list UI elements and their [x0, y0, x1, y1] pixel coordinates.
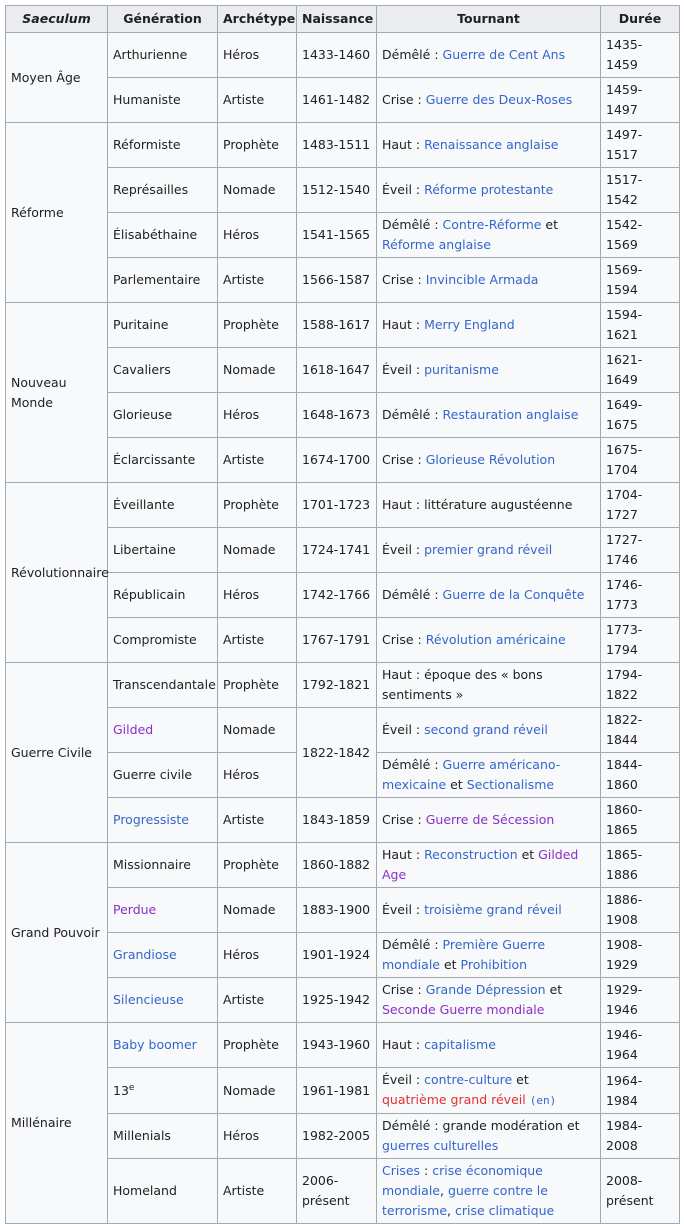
- table-row: [6, 618, 680, 663]
- archetype-cell: Artiste: [218, 258, 297, 303]
- duration-cell: 1497-1517: [601, 123, 680, 168]
- duration-cell: 1727-1746: [601, 528, 680, 573]
- generation-cell: Éclarcissante: [108, 438, 218, 483]
- duration-cell: 1746-1773: [601, 573, 680, 618]
- archetype-cell: Nomade: [218, 168, 297, 213]
- link-contre-reforme[interactable]: Contre-Réforme: [442, 217, 542, 232]
- archetype-cell: Prophète: [218, 123, 297, 168]
- generation-cell: Cavaliers: [108, 348, 218, 393]
- link-crise-climatique[interactable]: crise climatique: [454, 1203, 555, 1218]
- duration-cell: 1621-1649: [601, 348, 680, 393]
- duration-cell: 1964-1984: [601, 1068, 680, 1114]
- turning-cell: Éveil : premier grand réveil: [377, 528, 601, 573]
- generation-cell: Arthurienne: [108, 33, 218, 78]
- archetype-cell: Nomade: [218, 528, 297, 573]
- archetype-cell: Nomade: [218, 888, 297, 933]
- birth-cell: 1483-1511: [297, 123, 377, 168]
- turning-cell: Démêlé : Guerre américano-mexicaine et Sectionalisme: [377, 753, 601, 798]
- archetype-cell: Prophète: [218, 663, 297, 708]
- table-row: [6, 663, 680, 708]
- turning-cell: Éveil : contre-culture et quatrième grand réveil (en): [377, 1068, 601, 1114]
- duration-cell: 1860-1865: [601, 798, 680, 843]
- turning-cell: Démêlé : Première Guerre mondiale et Prohibition: [377, 933, 601, 978]
- archetype-cell: Artiste: [218, 1159, 297, 1224]
- table-row: [6, 438, 680, 483]
- header-tournant: Tournant: [377, 6, 601, 33]
- table-row: [6, 708, 680, 753]
- table-row: [6, 303, 680, 348]
- link-capitalisme[interactable]: capitalisme: [424, 1037, 496, 1052]
- turning-cell: Crise : Invincible Armada: [377, 258, 601, 303]
- duration-cell: 1794-1822: [601, 663, 680, 708]
- duration-cell: 1675-1704: [601, 438, 680, 483]
- link-premier-grand-reveil[interactable]: premier grand réveil: [424, 542, 553, 557]
- link-baby-boomer[interactable]: Baby boomer: [113, 1037, 197, 1052]
- generation-cell: Compromiste: [108, 618, 218, 663]
- link-merry-england[interactable]: Merry England: [424, 317, 515, 332]
- link-progressiste[interactable]: Progressiste: [113, 812, 189, 827]
- table-row: [6, 1023, 680, 1068]
- link-reforme-protestante[interactable]: Réforme protestante: [424, 182, 554, 197]
- duration-cell: 1517-1542: [601, 168, 680, 213]
- archetype-cell: Prophète: [218, 303, 297, 348]
- generation-cell: Élisabéthaine: [108, 213, 218, 258]
- saeculum-cell: Nouveau Monde: [6, 303, 108, 483]
- archetype-cell: Héros: [218, 213, 297, 258]
- saeculum-cell: Guerre Civile: [6, 663, 108, 843]
- table-row: [6, 258, 680, 303]
- duration-cell: 1773-1794: [601, 618, 680, 663]
- link-second-grand-reveil[interactable]: second grand réveil: [424, 722, 548, 737]
- archetype-cell: Héros: [218, 753, 297, 798]
- birth-cell: 2006-présent: [297, 1159, 377, 1224]
- link-perdue[interactable]: Perdue: [113, 902, 157, 917]
- birth-cell: 1433-1460: [297, 33, 377, 78]
- duration-cell: 1865-1886: [601, 843, 680, 888]
- table-row: [6, 843, 680, 888]
- archetype-cell: Nomade: [218, 1068, 297, 1114]
- birth-cell: 1767-1791: [297, 618, 377, 663]
- link-glorieuse-revolution[interactable]: Glorieuse Révolution: [425, 452, 556, 467]
- table-row: [6, 348, 680, 393]
- turning-cell: Crise : Glorieuse Révolution: [377, 438, 601, 483]
- link-guerre-deux-roses[interactable]: Guerre des Deux-Roses: [425, 92, 573, 107]
- generation-cell: Humaniste: [108, 78, 218, 123]
- link-reconstruction[interactable]: Reconstruction: [424, 847, 518, 862]
- turning-cell: Démêlé : Guerre de Cent Ans: [377, 33, 601, 78]
- generation-cell: [108, 933, 218, 978]
- generation-cell: [108, 1023, 218, 1068]
- birth-cell: 1982-2005: [297, 1114, 377, 1159]
- generation-cell: Puritaine: [108, 303, 218, 348]
- header-generation: Génération: [108, 6, 218, 33]
- birth-cell: 1566-1587: [297, 258, 377, 303]
- saeculum-cell: Moyen Âge: [6, 33, 108, 123]
- turning-cell: Crises : crise économique mondiale, guerre contre le terrorisme, crise climatique: [377, 1159, 601, 1224]
- header-saeculum: Saeculum: [6, 6, 108, 33]
- turning-cell: Haut : capitalisme: [377, 1023, 601, 1068]
- birth-cell: 1883-1900: [297, 888, 377, 933]
- link-guerres-culturelles[interactable]: guerres culturelles: [382, 1138, 499, 1153]
- link-sectionalisme[interactable]: Sectionalisme: [466, 777, 555, 792]
- link-guerre-conquete[interactable]: Guerre de la Conquête: [442, 587, 585, 602]
- duration-cell: 1886-1908: [601, 888, 680, 933]
- birth-cell: 1648-1673: [297, 393, 377, 438]
- archetype-cell: Artiste: [218, 798, 297, 843]
- link-puritanisme[interactable]: puritanisme: [424, 362, 499, 377]
- table-row: [6, 888, 680, 933]
- turning-cell: Éveil : second grand réveil: [377, 708, 601, 753]
- link-grande-depression[interactable]: Grande Dépression: [425, 982, 546, 997]
- turning-cell: Crise : Guerre de Sécession: [377, 798, 601, 843]
- birth-cell: 1742-1766: [297, 573, 377, 618]
- link-guerre-americano-mexicaine[interactable]: Guerre américano-mexicaine: [382, 757, 561, 792]
- archetype-cell: Héros: [218, 33, 297, 78]
- link-grandiose[interactable]: Grandiose: [113, 947, 177, 962]
- duration-cell: 1649-1675: [601, 393, 680, 438]
- table-row: [6, 933, 680, 978]
- table-row: [6, 1159, 680, 1224]
- saeculum-cell: Réforme: [6, 123, 108, 303]
- generation-cell: Parlementaire: [108, 258, 218, 303]
- birth-cell: 1618-1647: [297, 348, 377, 393]
- birth-cell: 1943-1960: [297, 1023, 377, 1068]
- duration-cell: 1594-1621: [601, 303, 680, 348]
- archetype-cell: Artiste: [218, 438, 297, 483]
- link-prohibition[interactable]: Prohibition: [460, 957, 528, 972]
- turning-cell: Démêlé : Restauration anglaise: [377, 393, 601, 438]
- birth-cell: 1792-1821: [297, 663, 377, 708]
- archetype-cell: Prophète: [218, 1023, 297, 1068]
- generation-cell: [108, 888, 218, 933]
- link-guerre-cent-ans[interactable]: Guerre de Cent Ans: [442, 47, 566, 62]
- generation-cell: Homeland: [108, 1159, 218, 1224]
- table-row: [6, 213, 680, 258]
- table-row: [6, 78, 680, 123]
- archetype-cell: Héros: [218, 933, 297, 978]
- birth-cell: 1961-1981: [297, 1068, 377, 1114]
- duration-cell: 2008-présent: [601, 1159, 680, 1224]
- table-row: [6, 1068, 680, 1114]
- link-crise-economique-mondiale[interactable]: crise économique mondiale: [382, 1163, 543, 1198]
- duration-cell: 1822-1844: [601, 708, 680, 753]
- generation-cell: Libertaine: [108, 528, 218, 573]
- duration-cell: 1435-1459: [601, 33, 680, 78]
- saeculum-table: [5, 5, 680, 1224]
- duration-cell: 1844-1860: [601, 753, 680, 798]
- birth-cell: 1701-1723: [297, 483, 377, 528]
- table-row: [6, 1114, 680, 1159]
- generation-cell: Représailles: [108, 168, 218, 213]
- link-guerre-secession[interactable]: Guerre de Sécession: [425, 812, 555, 827]
- generation-cell: Guerre civile: [108, 753, 218, 798]
- duration-cell: 1459-1497: [601, 78, 680, 123]
- turning-cell: Démêlé : Guerre de la Conquête: [377, 573, 601, 618]
- birth-cell: 1674-1700: [297, 438, 377, 483]
- archetype-cell: Nomade: [218, 348, 297, 393]
- archetype-cell: Prophète: [218, 483, 297, 528]
- generation-cell: Millenials: [108, 1114, 218, 1159]
- birth-cell: 1843-1859: [297, 798, 377, 843]
- archetype-cell: Héros: [218, 1114, 297, 1159]
- table-row: [6, 33, 680, 78]
- generation-cell: Républicain: [108, 573, 218, 618]
- table-row: [6, 483, 680, 528]
- turning-cell: Éveil : puritanisme: [377, 348, 601, 393]
- link-gilded[interactable]: Gilded: [113, 722, 154, 737]
- turning-cell: Crise : Guerre des Deux-Roses: [377, 78, 601, 123]
- birth-cell: 1541-1565: [297, 213, 377, 258]
- link-quatrieme-grand-reveil[interactable]: quatrième grand réveil: [382, 1092, 526, 1107]
- generation-cell: [108, 798, 218, 843]
- turning-cell: Haut : Reconstruction et Gilded Age: [377, 843, 601, 888]
- link-silencieuse[interactable]: Silencieuse: [113, 992, 184, 1007]
- birth-cell: 1461-1482: [297, 78, 377, 123]
- archetype-cell: Prophète: [218, 843, 297, 888]
- duration-cell: 1542-1569: [601, 213, 680, 258]
- table-row: [6, 168, 680, 213]
- archetype-cell: Artiste: [218, 78, 297, 123]
- duration-cell: 1946-1964: [601, 1023, 680, 1068]
- turning-cell: Éveil : Réforme protestante: [377, 168, 601, 213]
- generation-cell: [108, 978, 218, 1023]
- birth-cell: 1860-1882: [297, 843, 377, 888]
- link-crises[interactable]: Crises: [382, 1163, 421, 1178]
- link-premiere-guerre-mondiale[interactable]: Première Guerre mondiale: [382, 937, 546, 972]
- turning-cell: Démêlé : Contre-Réforme et Réforme anglaise: [377, 213, 601, 258]
- duration-cell: 1984-2008: [601, 1114, 680, 1159]
- header-naissance: Naissance: [297, 6, 377, 33]
- birth-cell: 1588-1617: [297, 303, 377, 348]
- link-guerre-contre-terrorisme[interactable]: guerre contre le terrorisme: [382, 1183, 548, 1218]
- birth-cell: 1925-1942: [297, 978, 377, 1023]
- link-renaissance-anglaise[interactable]: Renaissance anglaise: [424, 137, 559, 152]
- link-restauration-anglaise[interactable]: Restauration anglaise: [442, 407, 579, 422]
- birth-cell: 1512-1540: [297, 168, 377, 213]
- link-gilded-age[interactable]: Gilded Age: [382, 847, 579, 882]
- turning-cell: Démêlé : grande modération et guerres culturelles: [377, 1114, 601, 1159]
- archetype-cell: Nomade: [218, 708, 297, 753]
- birth-cell: 1822-1842: [297, 708, 377, 798]
- archetype-cell: Héros: [218, 393, 297, 438]
- birth-cell: 1724-1741: [297, 528, 377, 573]
- link-interlanguage-en[interactable]: (en): [529, 1094, 557, 1107]
- generation-cell: Réformiste: [108, 123, 218, 168]
- link-invincible-armada[interactable]: Invincible Armada: [425, 272, 539, 287]
- duration-cell: 1908-1929: [601, 933, 680, 978]
- header-archetype: Archétype: [218, 6, 297, 33]
- generation-cell: Transcendantale: [108, 663, 218, 708]
- archetype-cell: Héros: [218, 573, 297, 618]
- generation-cell: 13e: [108, 1068, 218, 1114]
- saeculum-cell: Révolutionnaire: [6, 483, 108, 663]
- link-contre-culture[interactable]: contre-culture: [424, 1072, 513, 1087]
- duration-cell: 1929-1946: [601, 978, 680, 1023]
- generation-cell: Glorieuse: [108, 393, 218, 438]
- archetype-cell: Artiste: [218, 978, 297, 1023]
- header-duree: Durée: [601, 6, 680, 33]
- saeculum-cell: Millénaire: [6, 1023, 108, 1224]
- generation-cell: Éveillante: [108, 483, 218, 528]
- header-row: [6, 6, 680, 33]
- turning-cell: Crise : Révolution américaine: [377, 618, 601, 663]
- birth-cell: 1901-1924: [297, 933, 377, 978]
- turning-cell: Haut : époque des « bons sentiments »: [377, 663, 601, 708]
- turning-cell: Haut : littérature augustéenne: [377, 483, 601, 528]
- duration-cell: 1704-1727: [601, 483, 680, 528]
- generation-cell: [108, 708, 218, 753]
- link-reforme-anglaise[interactable]: Réforme anglaise: [382, 237, 491, 252]
- turning-cell: Haut : Merry England: [377, 303, 601, 348]
- duration-cell: 1569-1594: [601, 258, 680, 303]
- table-row: [6, 393, 680, 438]
- table-row: [6, 798, 680, 843]
- ordinal-superscript: e: [128, 1082, 135, 1093]
- generation-cell: Missionnaire: [108, 843, 218, 888]
- link-troisieme-grand-reveil[interactable]: troisième grand réveil: [424, 902, 562, 917]
- archetype-cell: Artiste: [218, 618, 297, 663]
- turning-cell: Éveil : troisième grand réveil: [377, 888, 601, 933]
- table-row: [6, 123, 680, 168]
- table-row: [6, 978, 680, 1023]
- link-revolution-americaine[interactable]: Révolution américaine: [425, 632, 566, 647]
- turning-cell: Crise : Grande Dépression et Seconde Guerre mondiale: [377, 978, 601, 1023]
- turning-cell: Haut : Renaissance anglaise: [377, 123, 601, 168]
- saeculum-cell: Grand Pouvoir: [6, 843, 108, 1023]
- link-seconde-guerre-mondiale[interactable]: Seconde Guerre mondiale: [382, 1002, 545, 1017]
